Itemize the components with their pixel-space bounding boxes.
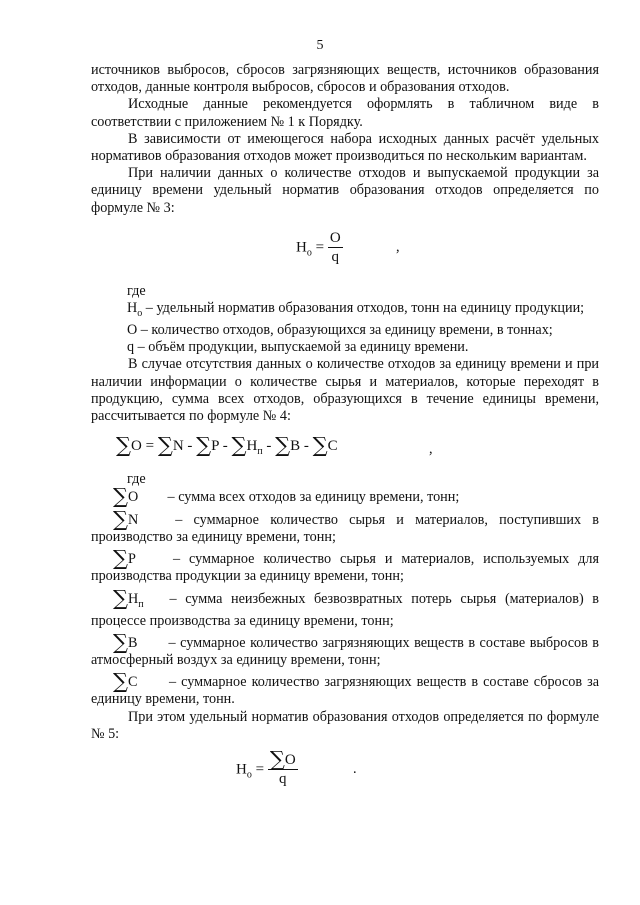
formula-5: [91, 743, 599, 803]
sigma-symbol: ∑: [196, 433, 212, 458]
definition-sumN: [91, 506, 600, 546]
definition-text: – суммарное количество загрязняющих веществ в составе выбросов в атмосферный воздух за единицу времени, тонн;: [91, 634, 600, 668]
formula-symbol: С: [327, 438, 338, 455]
formula-punctuation: .: [353, 760, 357, 777]
fraction-denominator: q: [331, 248, 339, 265]
formula-symbol: Н: [236, 761, 247, 778]
definition-sumB: [91, 629, 600, 669]
formula-4-expression: [116, 433, 338, 460]
sigma-symbol: ∑: [231, 433, 247, 458]
formula-symbol: P: [211, 438, 219, 455]
sigma-symbol: ∑: [275, 433, 291, 458]
formula-4: [91, 425, 599, 471]
paragraph: При наличии данных о количестве отходов и выпускаемой продукции за единицу времени удельный норматив образования отходов определяется по формуле № 3:: [91, 165, 599, 216]
formula-operator: -: [300, 438, 313, 455]
formula-operator: -: [183, 438, 197, 455]
formula-subscript: о: [306, 247, 312, 259]
definition-q: q – объём продукции, выпускаемой за единицу времени.: [127, 339, 469, 356]
sigma-symbol: ∑: [113, 585, 128, 610]
sigma-symbol: ∑: [312, 433, 328, 458]
formula-symbol: Н: [128, 590, 139, 607]
formula-punctuation: ,: [429, 441, 433, 458]
formula-operator: -: [262, 438, 276, 455]
sigma-symbol: ∑: [113, 484, 128, 509]
formula-symbol: В: [290, 438, 301, 455]
sigma-symbol: ∑: [116, 433, 131, 458]
formula-symbol: Н: [246, 438, 258, 455]
formula-operator: =: [141, 438, 158, 455]
sigma-symbol: ∑: [157, 433, 173, 458]
document-body: [91, 62, 599, 803]
where-label: где: [127, 471, 146, 488]
fraction-numerator: [268, 746, 298, 771]
paragraph: В случае отсутствия данных о количестве отходов за единицу времени и при наличии информации о количестве сырья и материалов, которые переходят в продукцию, сумма всех отходов, образующихся в течение единицы времени, рассчитывается по формуле № 4:: [91, 356, 599, 425]
formula-3-expression: [296, 229, 343, 267]
formula-5-expression: [236, 746, 298, 789]
formula-operator: =: [311, 239, 325, 256]
sigma-symbol: ∑: [113, 669, 128, 694]
sigma-symbol: ∑: [113, 546, 128, 571]
formula-symbol: С: [128, 674, 138, 691]
page-number: 5: [316, 38, 324, 53]
formula-subscript: о: [246, 769, 252, 781]
formula-punctuation: ,: [396, 238, 400, 255]
definition-text: – сумма неизбежных безвозвратных потерь сырья (материалов) в процессе производства за единицу времени, тонн;: [91, 590, 600, 629]
fraction-numerator: O: [329, 229, 341, 246]
sigma-symbol: ∑: [113, 629, 128, 654]
fraction-denominator: q: [278, 770, 287, 787]
definition-sumHp: [91, 585, 600, 630]
paragraph: источников выбросов, сбросов загрязняющих веществ, источников образования отходов, данные контроля выбросов, сбросов и образования отходов.: [91, 62, 599, 96]
definition-sumC: [91, 669, 600, 708]
fraction: [268, 746, 298, 789]
formula-symbol: В: [128, 634, 138, 651]
formula-subscript: п: [138, 598, 144, 610]
sigma-symbol: ∑: [269, 746, 285, 771]
formula-3: [91, 217, 599, 283]
paragraph: При этом удельный норматив образования отходов определяется по формуле № 5:: [91, 708, 599, 742]
formula-operator: -: [218, 438, 232, 455]
formula-symbol: N: [172, 438, 184, 455]
paragraph: Исходные данные рекомендуется оформлять в табличном виде в соответствии с приложением № 1 к Порядку.: [91, 96, 599, 130]
formula-subscript: п: [257, 446, 263, 458]
definition-sumP: [91, 546, 599, 585]
definition-text: – суммарное количество сырья и материалов, поступивших в производство за единицу времени, тонн;: [91, 511, 600, 545]
where-label: где: [127, 282, 146, 299]
formula-symbol: P: [128, 551, 136, 568]
definition-Ho: $Н_о$ – удельный норматив образования отходов, тонн на единицу продукции;: [127, 300, 585, 319]
formula-symbol: Н: [296, 239, 307, 256]
definition-text: – суммарное количество сырья и материалов, используемых для производства продукции за единицу времени, тонн;: [91, 551, 599, 585]
formula-operator: =: [251, 761, 268, 778]
formula-symbol: N: [128, 511, 139, 528]
definition-text: – сумма всех отходов за единицу времени, тонн;: [167, 489, 460, 506]
definition-O: О – количество отходов, образующихся за единицу времени, в тоннах;: [127, 322, 553, 339]
formula-symbol: О: [128, 489, 139, 506]
fraction: [328, 229, 343, 267]
formula-symbol: О: [131, 438, 142, 455]
definition-text: – суммарное количество загрязняющих веществ в составе сбросов за единицу времени, тонн.: [91, 674, 600, 708]
formula-symbol: О: [284, 751, 296, 768]
definition-sumO: [113, 484, 599, 509]
paragraph: В зависимости от имеющегося набора исходных данных расчёт удельных нормативов образования отходов может производиться по нескольким вариантам.: [91, 130, 599, 165]
sigma-symbol: ∑: [113, 506, 128, 531]
